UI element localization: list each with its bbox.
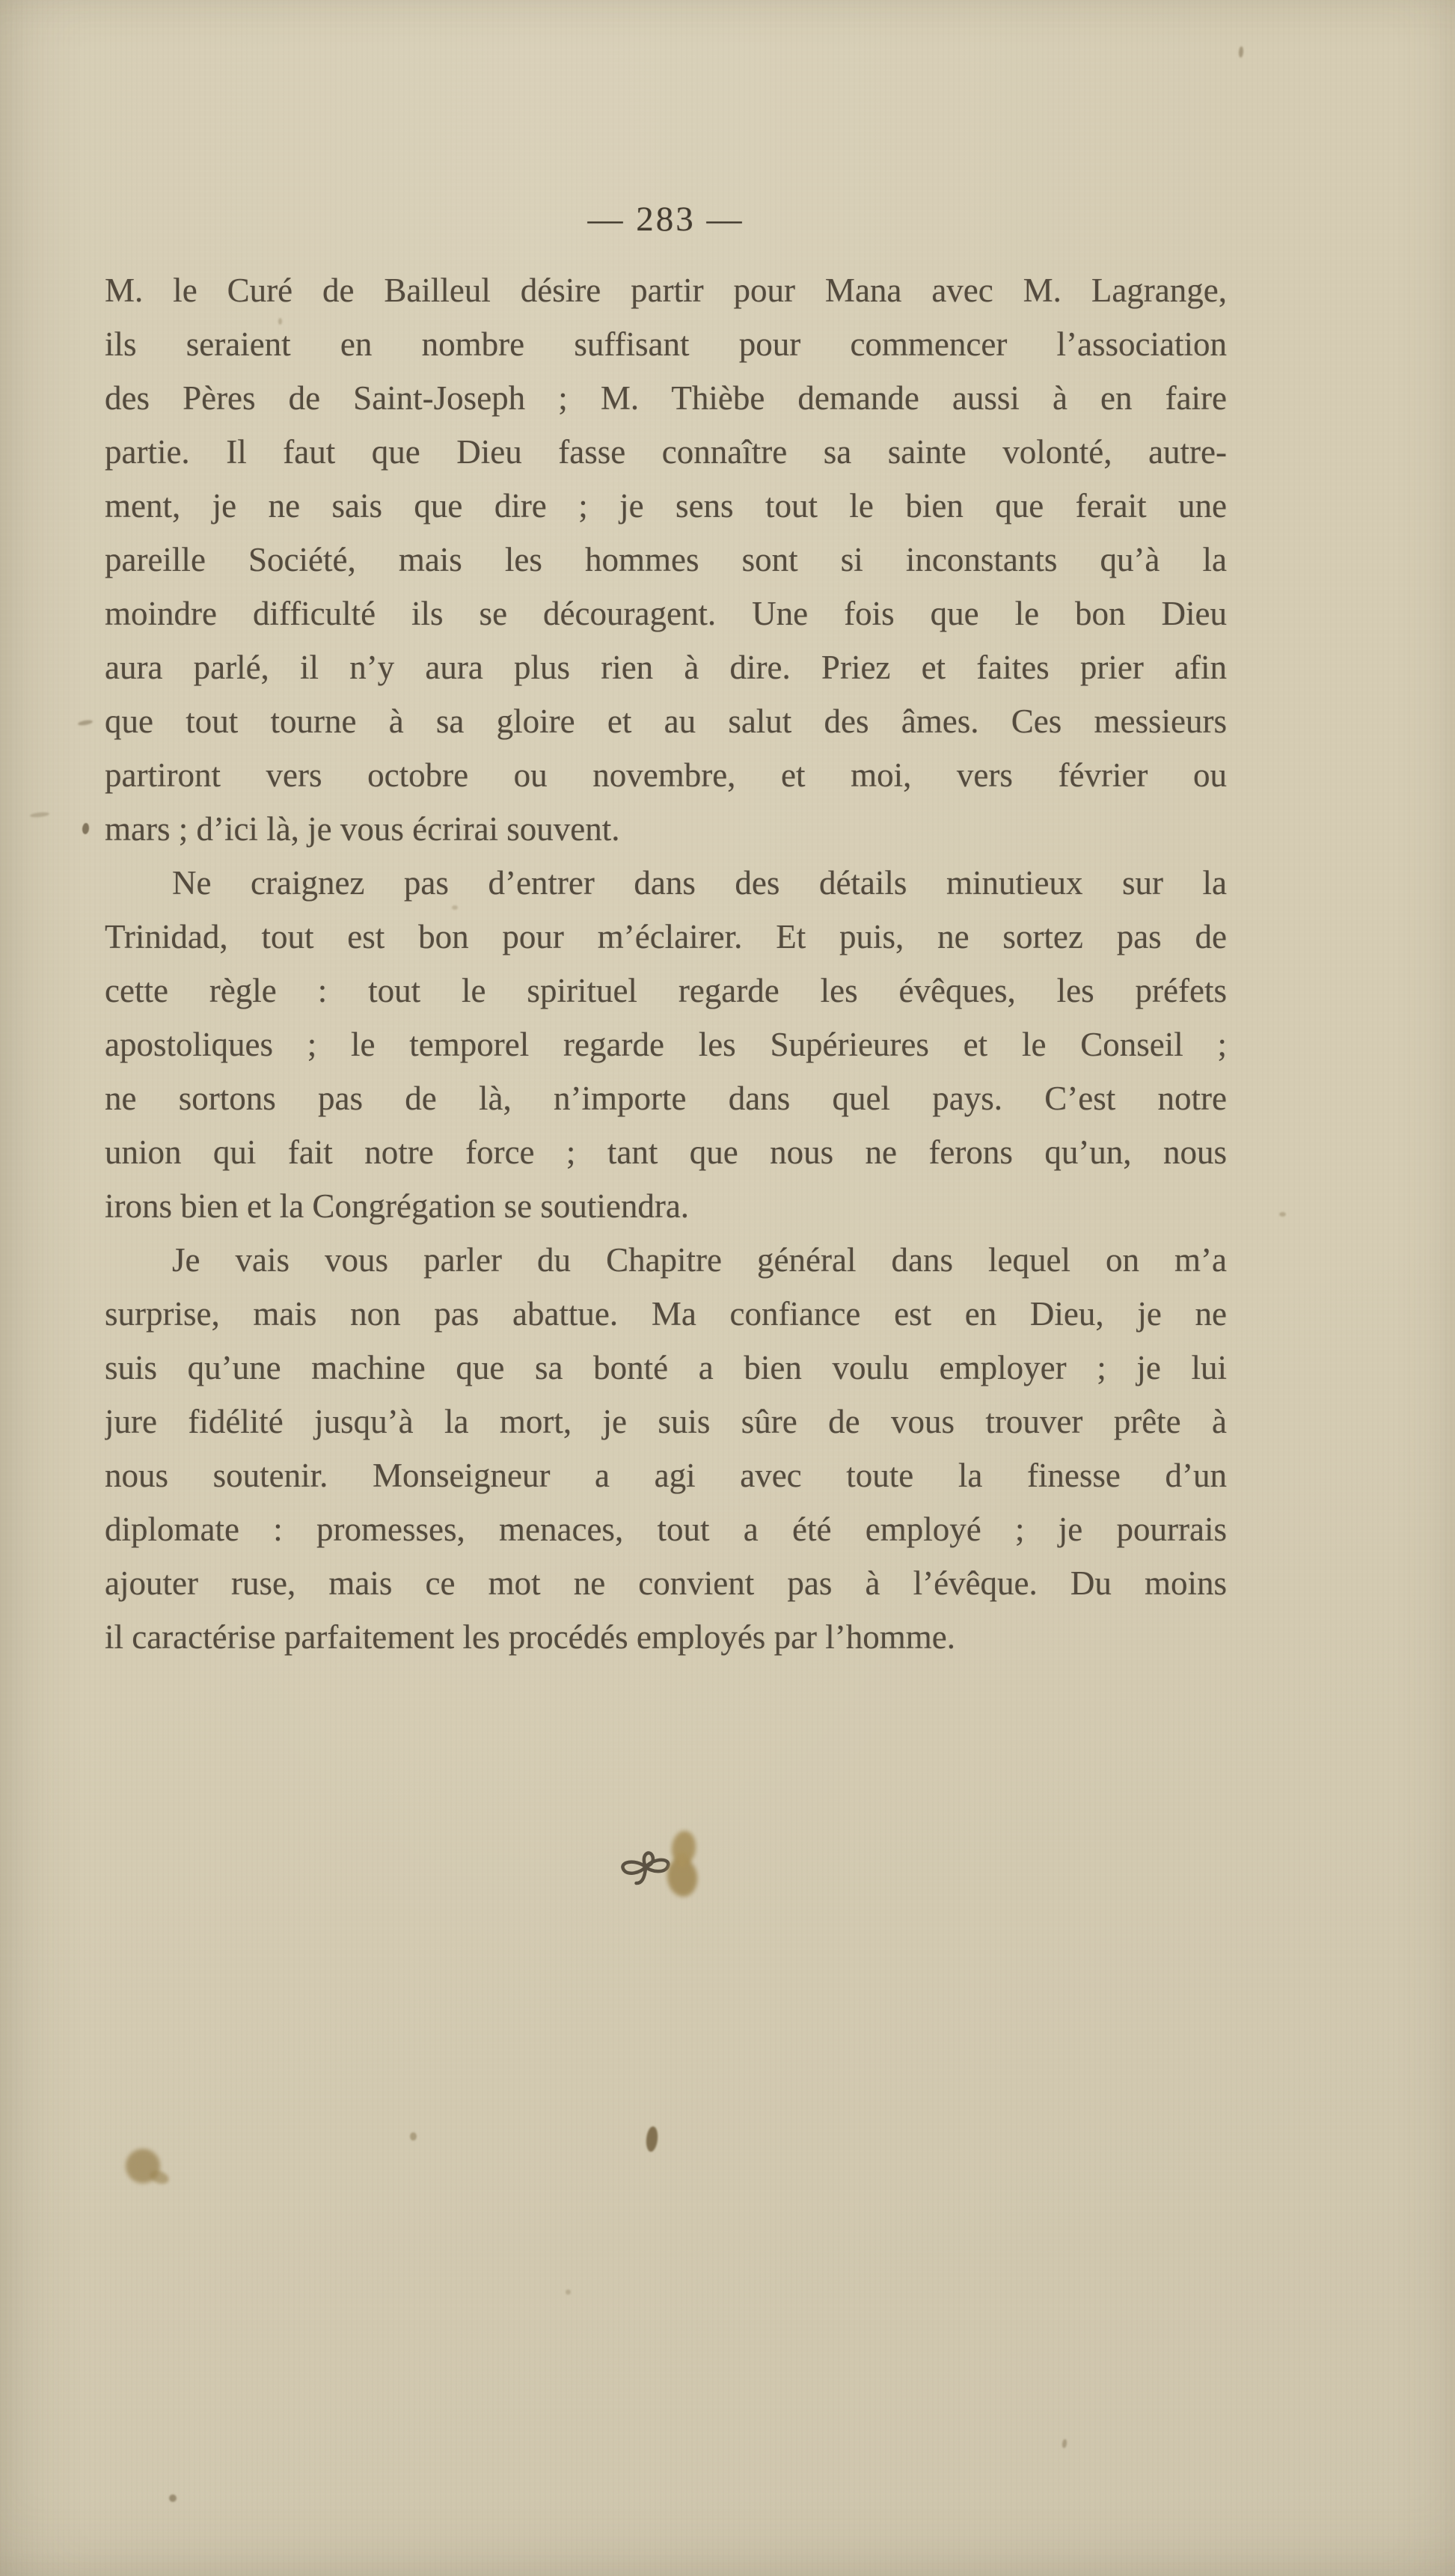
text-line: union qui fait notre force ; tant que nous ne ferons qu’un, nous (105, 1133, 1227, 1171)
text-line: Trinidad, tout est bon pour m’éclairer. Et puis, ne sortez pas de (105, 918, 1227, 955)
text-line: que tout tourne à sa gloire et au salut des âmes. Ces messieurs (105, 703, 1227, 740)
paper-speck (148, 2168, 171, 2186)
text-line: irons bien et la Congrégation se soutiendra. (105, 1187, 690, 1225)
paper-speck (1238, 46, 1243, 58)
text-line: Je vais vous parler du Chapitre général dans lequel on m’a (172, 1241, 1227, 1279)
ornament-row (105, 1829, 1227, 1919)
text-line: surprise, mais non pas abattue. Ma confiance est en Dieu, je ne (105, 1295, 1227, 1333)
text-line: aura parlé, il n’y aura plus rien à dire. Priez et faites prier afin (105, 649, 1227, 686)
text-line: ne sortons pas de là, n’importe dans quel pays. C’est notre (105, 1080, 1227, 1117)
text-line: moindre difficulté ils se découragent. Une fois que le bon Dieu (105, 595, 1227, 632)
paper-speck (121, 2144, 165, 2188)
text-line: partiront vers octobre ou novembre, et moi, vers février ou (105, 756, 1227, 794)
text-line: cette règle : tout le spirituel regarde les évêques, les préfets (105, 972, 1227, 1009)
text-line: partie. Il faut que Dieu fasse connaître sa sainte volonté, autre- (105, 433, 1227, 471)
text-line: ment, je ne sais que dire ; je sens tout le bien que ferait une (105, 487, 1227, 524)
text-line: diplomate : promesses, menaces, tout a été employé ; je pourrais (105, 1511, 1227, 1548)
text-line: des Pères de Saint-Joseph ; M. Thièbe demande aussi à en faire (105, 379, 1227, 417)
paper-speck (645, 2126, 658, 2152)
text-line: ajouter ruse, mais ce mot ne convient pas à l’évêque. Du moins (105, 1564, 1227, 1602)
text-line: jure fidélité jusqu’à la mort, je suis sûre de vous trouver prête à (105, 1403, 1227, 1440)
paragraph (105, 856, 1227, 1233)
paper-speck (169, 2494, 177, 2502)
paper-speck (566, 2289, 571, 2295)
text-line: nous soutenir. Monseigneur a agi avec toute la finesse d’un (105, 1457, 1227, 1494)
text-line: pareille Société, mais les hommes sont si inconstants qu’à la (105, 541, 1227, 578)
paper-speck (30, 812, 49, 819)
text-line: mars ; d’ici là, je vous écrirai souvent. (105, 810, 620, 848)
paragraph (105, 1233, 1227, 1664)
text-line: apostoliques ; le temporel regarde les Supérieures et le Conseil ; (105, 1026, 1227, 1063)
page-header (105, 199, 1227, 239)
ink-blot (667, 1829, 702, 1898)
text-line: ils seraient en nombre suffisant pour commencer l’association (105, 325, 1227, 363)
page-number: — 283 — (587, 200, 744, 239)
text-line: M. le Curé de Bailleul désire partir pour Mana avec M. Lagrange, (105, 272, 1227, 309)
paper-speck (1062, 2439, 1067, 2449)
text-line: Ne craignez pas d’entrer dans des détails minutieux sur la (172, 864, 1227, 902)
text-line: suis qu’une machine que sa bonté a bien voulu employer ; je lui (105, 1349, 1227, 1386)
paper-speck (82, 823, 90, 835)
text-line: il caractérise parfaitement les procédés employés par l’homme. (105, 1618, 955, 1656)
paragraph (105, 263, 1227, 856)
paper-speck (410, 2132, 417, 2141)
paper-speck (78, 719, 94, 726)
text-block (105, 263, 1227, 1664)
paper-speck (1279, 1212, 1286, 1217)
